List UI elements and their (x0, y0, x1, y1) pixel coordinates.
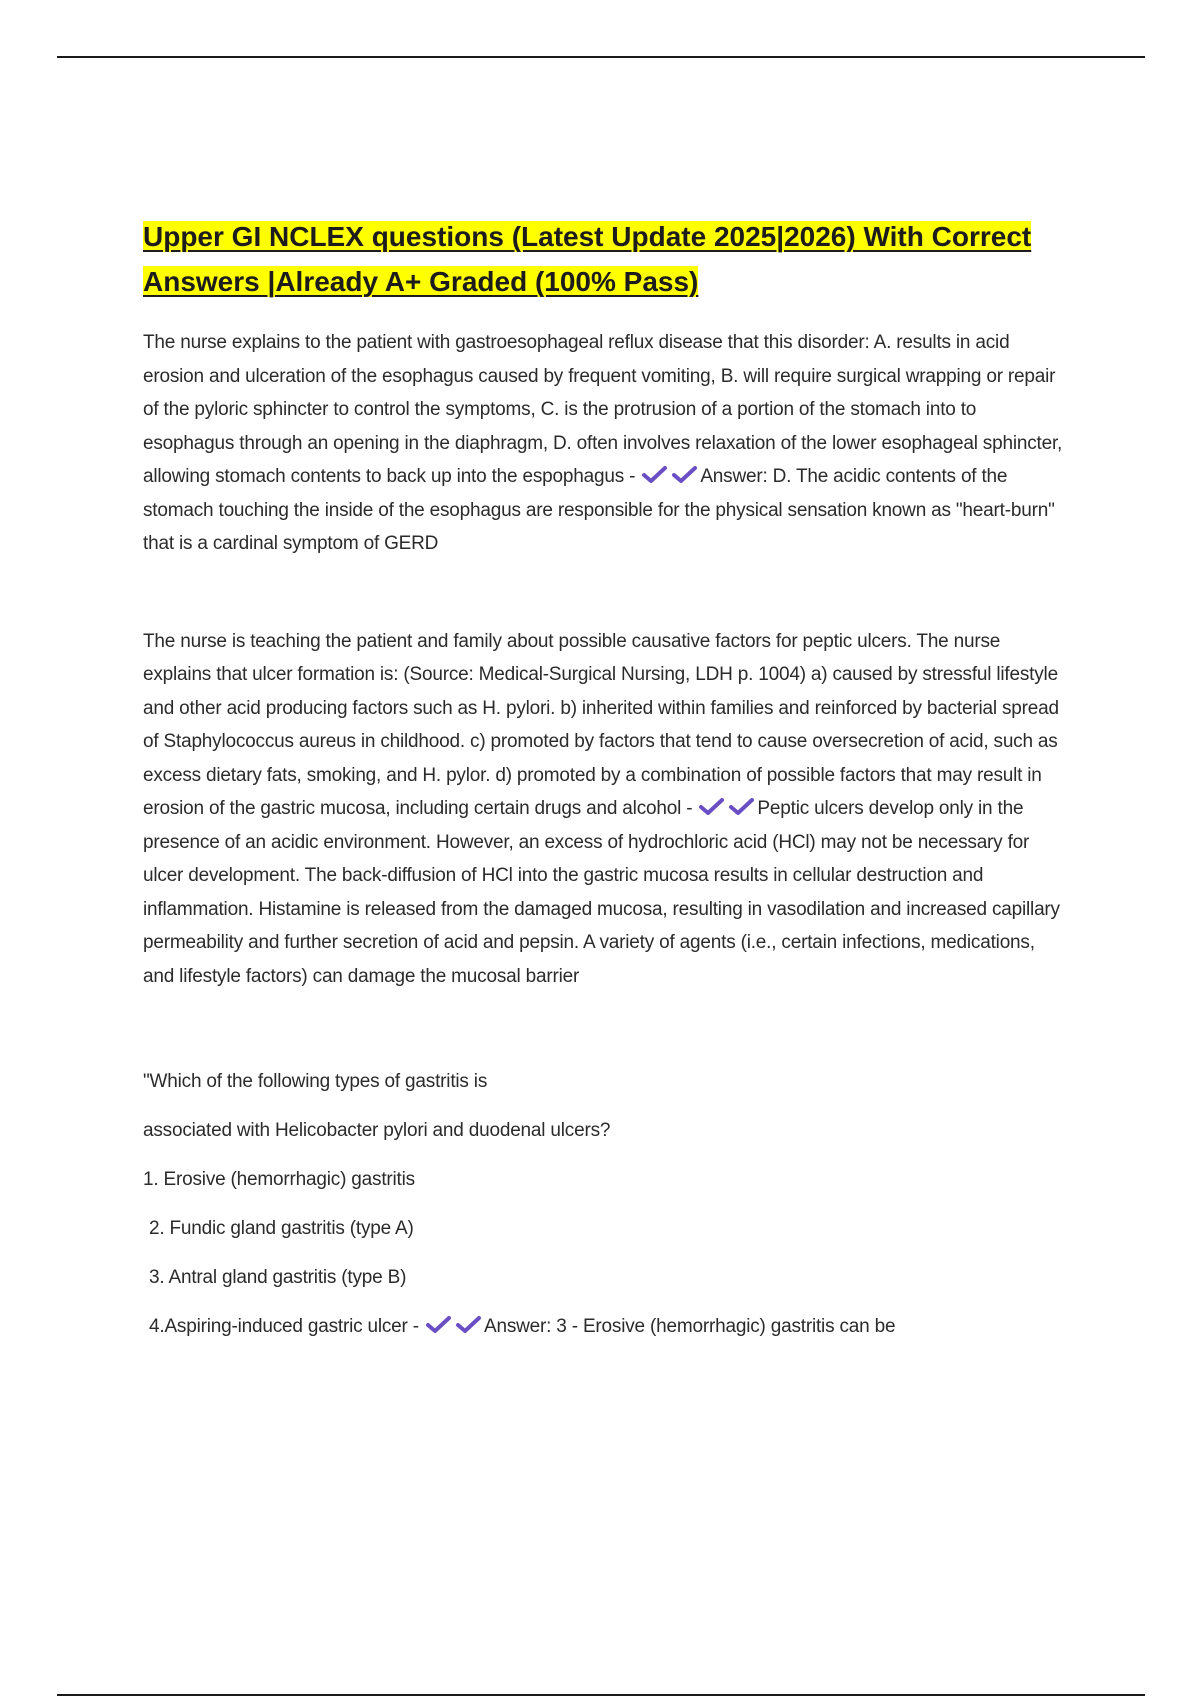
question-3 (143, 1057, 1063, 1351)
question-2-answer: Peptic ulcers develop only in the presence of an acidic environment. However, an excess of hydrochloric acid (HCl) may not be necessary for ulcer development. The back-diffusion of HCl into the gastric mucosa results in cellular destruction and inflammation. Histamine is released from the damaged mucosa, resulting in vasodilation and increased capillary permeability and further secretion of acid and pepsin. A variety of agents (i.e., certain infections, medications, and lifestyle factors) can damage the mucosal barrier (143, 798, 1060, 987)
bottom-rule (57, 1694, 1145, 1696)
checkmark-icon (698, 797, 726, 817)
checkmark-icon (425, 1315, 453, 1335)
question-1-answer: Answer: D. The acidic contents of the stomach touching the inside of the esophagus are responsible for the physical sensation known as "heart-burn" that is a cardinal symptom of GERD (143, 466, 1055, 554)
question-3-option-4: 4.Aspiring-induced gastric ulcer - (149, 1316, 419, 1337)
document-body (143, 214, 1063, 1351)
question-3-option-3: 3. Antral gland gastritis (type B) (149, 1267, 407, 1288)
question-3-answer: Answer: 3 - Erosive (hemorrhagic) gastritis can be (483, 1316, 896, 1337)
question-2 (143, 625, 1063, 994)
question-3-option-2: 2. Fundic gland gastritis (type A) (149, 1218, 414, 1239)
question-3-option-1: 1. Erosive (hemorrhagic) gastritis (143, 1169, 415, 1190)
question-2-text: The nurse is teaching the patient and family about possible causative factors for peptic ulcers. The nurse explains that ulcer formation is: (Source: Medical-Surgical Nursing, LDH p. 1004) a) caused by stressful lifestyle and other acid producing factors such as H. pylori. b) inherited within families and reinforced by bacterial spread of Staphylococcus aureus in childhood. c) promoted by factors that tend to cause oversecretion of acid, such as excess dietary fats, smoking, and H. pylor. d) promoted by a combination of possible factors that may result in erosion of the gastric mucosa, including certain drugs and alcohol - (143, 630, 1059, 819)
question-3-line-1: "Which of the following types of gastritis is (143, 1071, 488, 1092)
question-1 (143, 326, 1063, 561)
question-1-text: The nurse explains to the patient with gastroesophageal reflux disease that this disorder: A. results in acid erosion and ulceration of the esophagus caused by frequent vomiting, B. will require surgical wrapping or repair of the pyloric sphincter to control the symptoms, C. is the protrusion of a portion of the stomach into to esophagus through an opening in the diaphragm, D. often involves relaxation of the lower esophageal sphincter, allowing stomach contents to back up into the espophagus - (143, 332, 1063, 487)
checkmark-icon (728, 797, 756, 817)
top-rule (57, 56, 1145, 58)
question-3-option-4-with-answer (143, 1302, 1063, 1351)
checkmark-icon (671, 465, 699, 485)
document-title: Upper GI NCLEX questions (Latest Update 2025|2026) With Correct Answers |Already A+ Graded (100% Pass) (143, 221, 1032, 297)
checkmark-icon (455, 1315, 483, 1335)
checkmark-icon (641, 465, 669, 485)
question-3-line-2: associated with Helicobacter pylori and duodenal ulcers? (143, 1120, 611, 1141)
